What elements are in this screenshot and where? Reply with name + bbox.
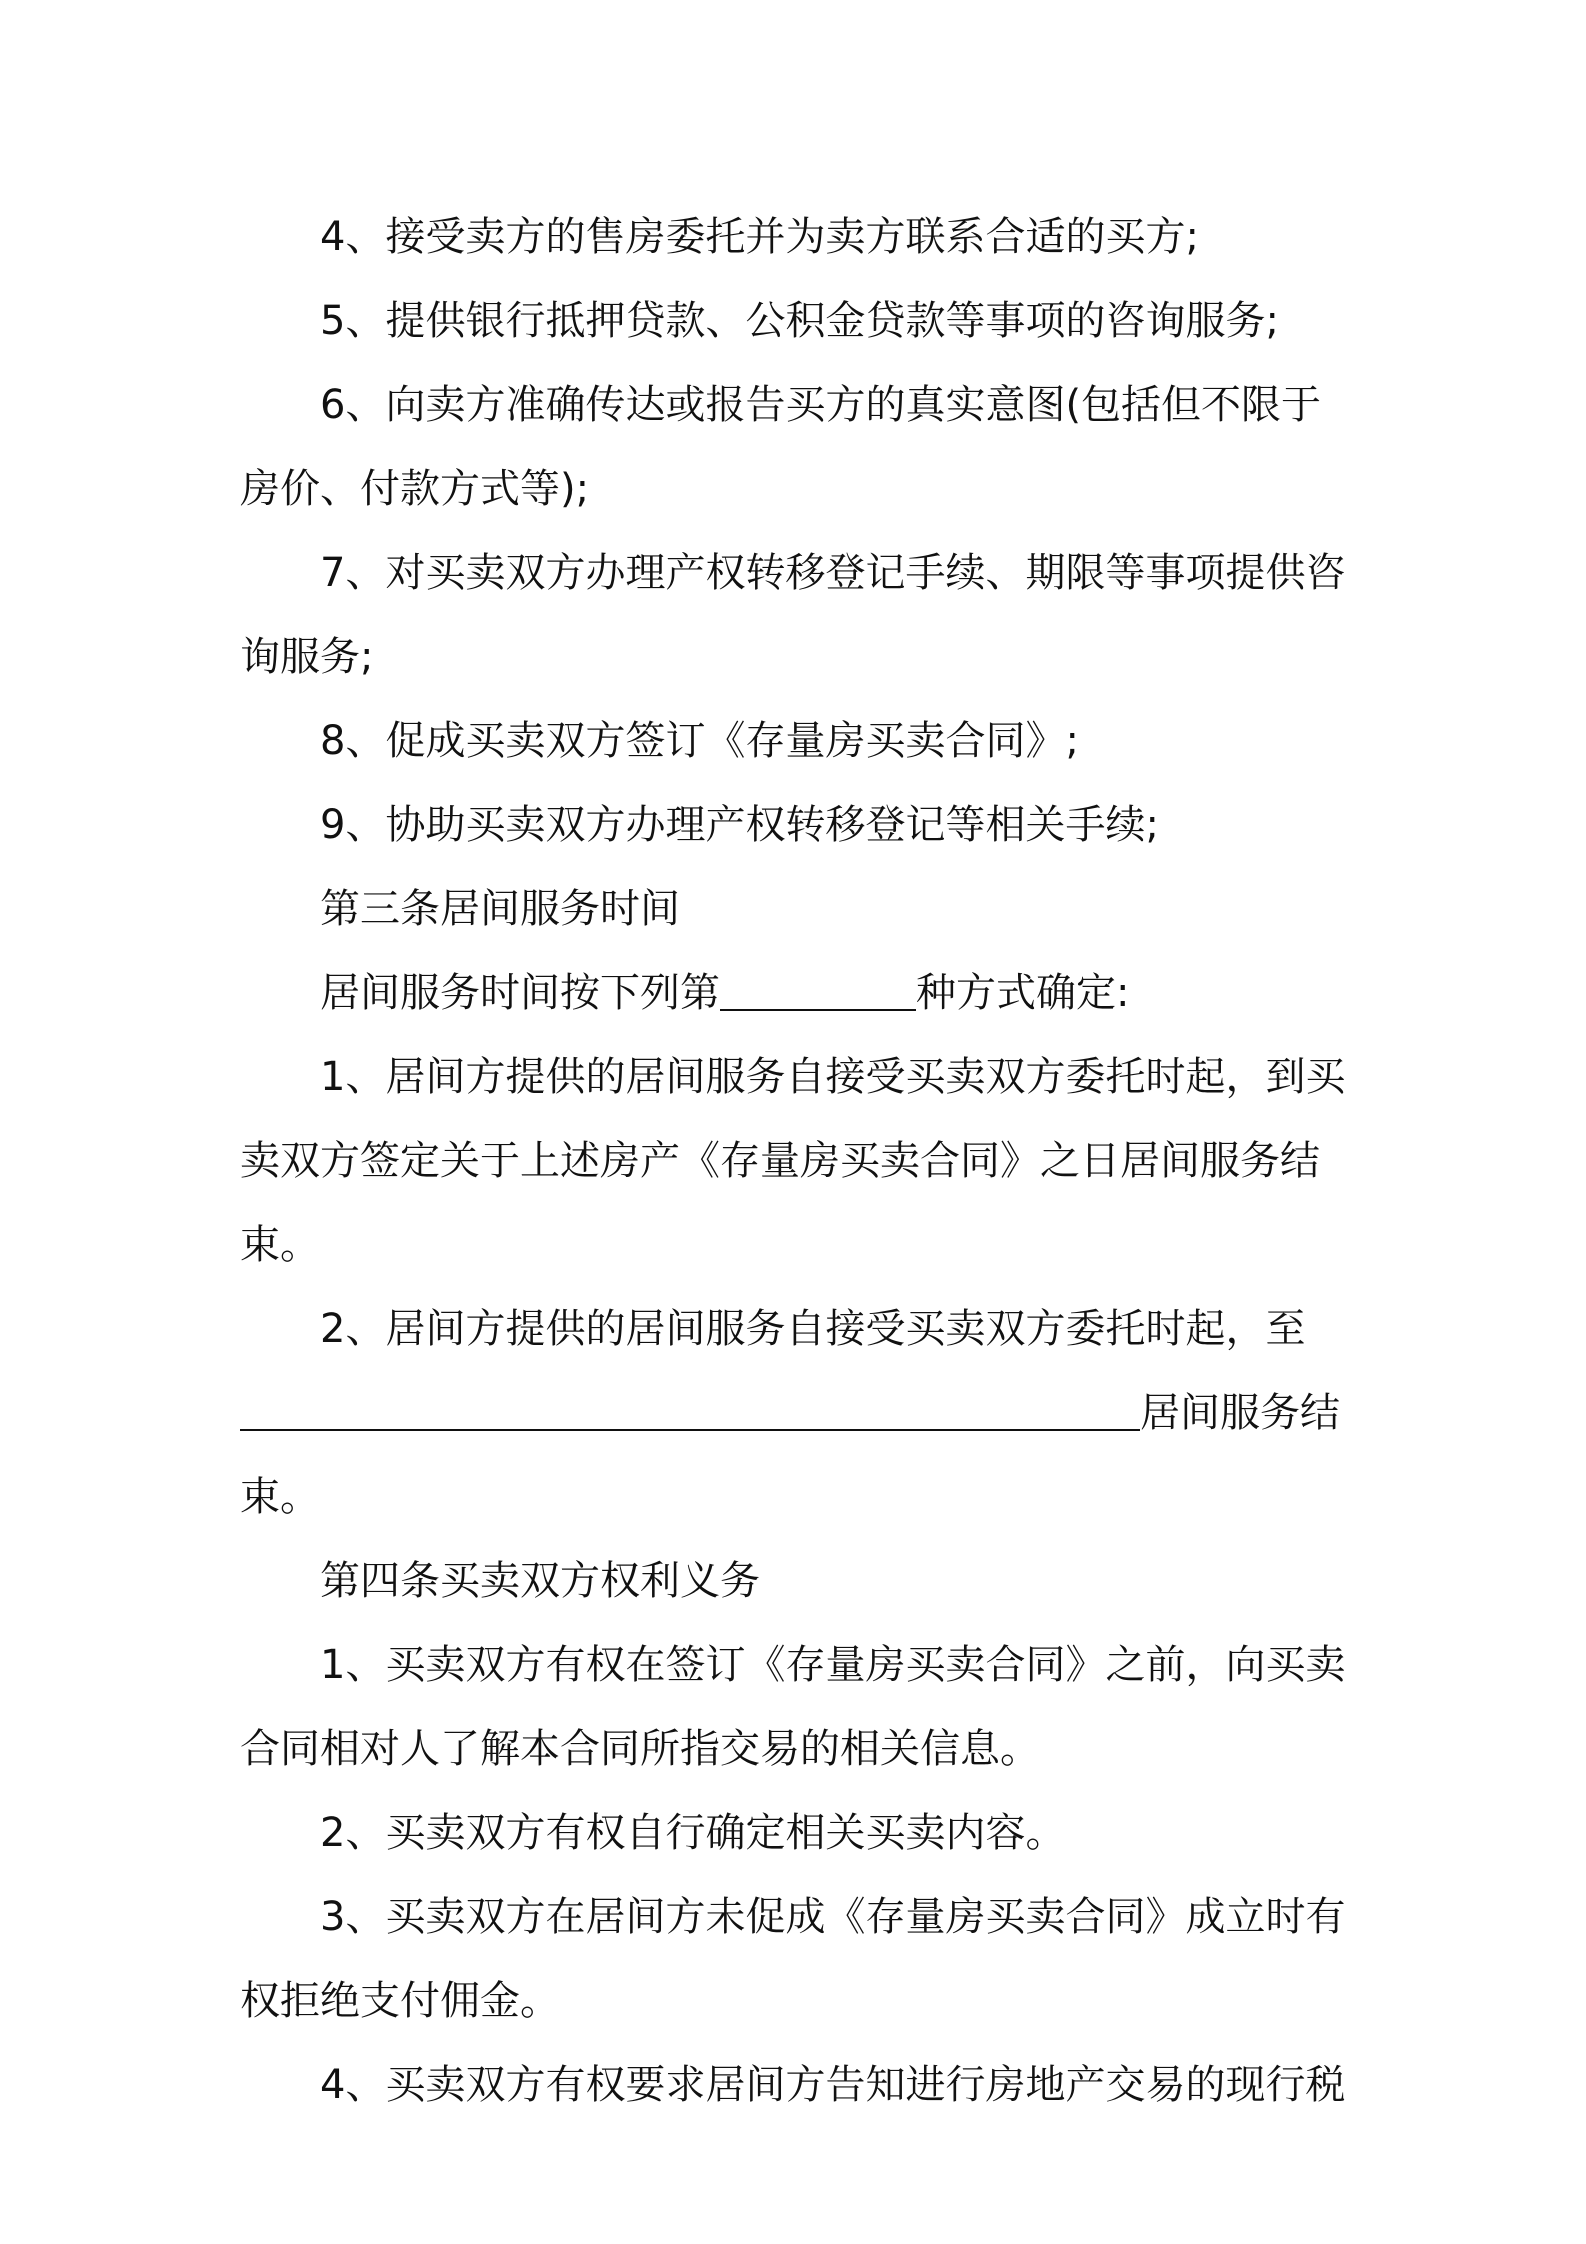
paragraph-with-blank (240, 1371, 1350, 1539)
section-heading: 第三条居间服务时间 (320, 886, 680, 932)
paragraph: 5、提供银行抵押贷款、公积金贷款等事项的咨询服务; (320, 298, 1279, 344)
fill-in-blank (240, 1393, 1140, 1431)
paragraph-text-before-blank: 居间服务时间按下列第 (320, 970, 720, 1016)
paragraph: 4、买卖双方有权要求居间方告知进行房地产交易的现行税 (320, 2062, 1346, 2108)
paragraph: 2、买卖双方有权自行确定相关买卖内容。 (320, 1810, 1066, 1856)
paragraph-text-after-blank: 种方式确定: (916, 970, 1130, 1016)
paragraph: 1、居间方提供的居间服务自接受买卖双方委托时起，到买卖双方签定关于上述房产《存量房买卖合同》之日居间服务结束。 (240, 1054, 1346, 1268)
paragraph: 1、买卖双方有权在签订《存量房买卖合同》之前，向买卖合同相对人了解本合同所指交易的相关信息。 (240, 1642, 1346, 1772)
paragraph: 8、促成买卖双方签订《存量房买卖合同》; (320, 718, 1079, 764)
paragraph-with-blank (240, 951, 1350, 1035)
paragraph: 4、接受卖方的售房委托并为卖方联系合适的买方; (320, 214, 1199, 260)
paragraph: 9、协助买卖双方办理产权转移登记等相关手续; (320, 802, 1159, 848)
paragraph: 3、买卖双方在居间方未促成《存量房买卖合同》成立时有权拒绝支付佣金。 (240, 1894, 1346, 2024)
paragraph-text-after-blank: 居间服务结束。 (240, 1390, 1340, 1520)
fill-in-blank (720, 973, 916, 1011)
paragraph: 6、向卖方准确传达或报告买方的真实意图(包括但不限于房价、付款方式等); (240, 382, 1322, 512)
paragraph: 2、居间方提供的居间服务自接受买卖双方委托时起，至 (320, 1306, 1306, 1352)
section-heading: 第四条买卖双方权利义务 (320, 1558, 760, 1604)
document-page (240, 195, 1350, 2127)
paragraph: 7、对买卖双方办理产权转移登记手续、期限等事项提供咨询服务; (240, 550, 1346, 680)
